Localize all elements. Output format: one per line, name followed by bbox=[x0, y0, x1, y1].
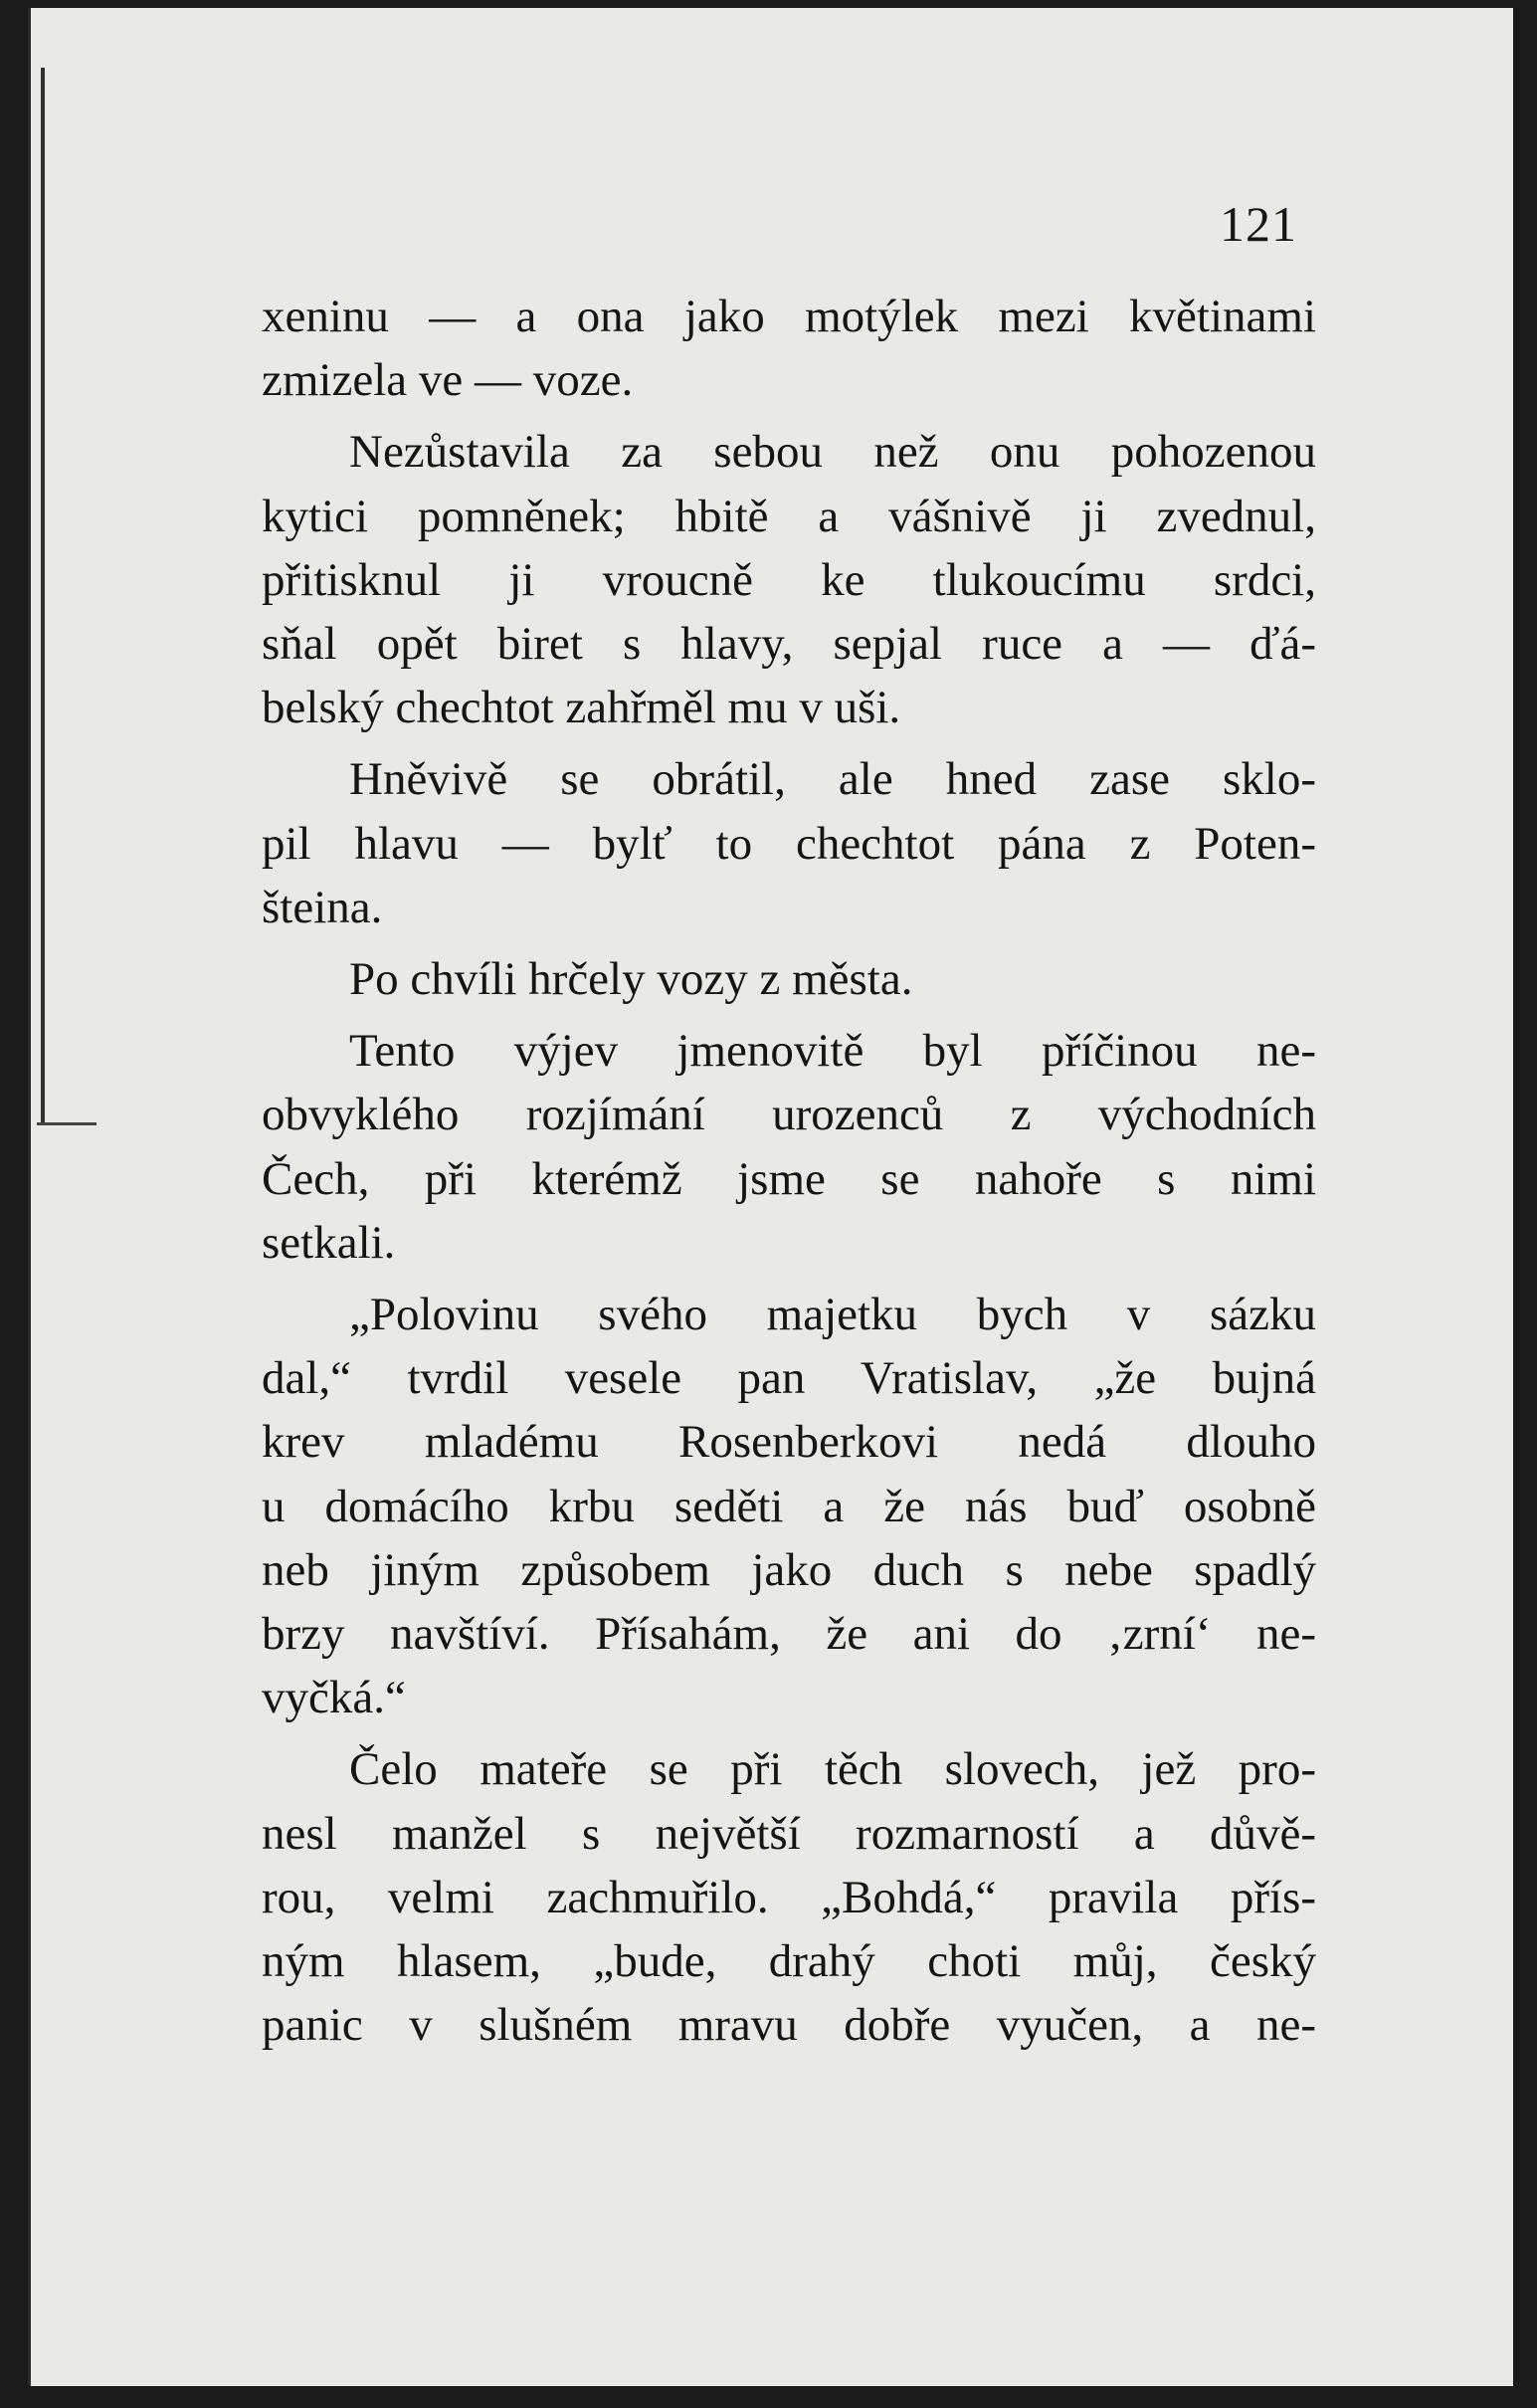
text-line: Nezůstavila za sebou než onu pohozenou bbox=[349, 426, 1316, 479]
book-page bbox=[28, 8, 1513, 2386]
text-line: panic v slušném mravu dobře vyučen, a ne- bbox=[262, 1999, 1316, 2052]
text-line: Hněvivě se obrátil, ale hned zase sklo- bbox=[349, 753, 1316, 806]
text-line: rou, velmi zachmuřilo. „Bohdá,“ pravila přís- bbox=[262, 1871, 1316, 1923]
text-line: šteina. bbox=[262, 881, 383, 933]
paragraph-gap bbox=[262, 412, 1316, 420]
paragraph-gap bbox=[262, 1275, 1316, 1283]
text-line: dal,“ tvrdil vesele pan Vratislav, „že bujná bbox=[262, 1352, 1316, 1405]
text-line: xeninu — a ona jako motýlek mezi květinami bbox=[262, 291, 1316, 342]
page-number: 121 bbox=[1220, 196, 1297, 252]
paragraph-gap bbox=[262, 1011, 1316, 1019]
text-line: pil hlavu — bylť to chechtot pána z Poten- bbox=[262, 817, 1316, 870]
text-line: zmizela ve — voze. bbox=[262, 354, 634, 407]
text-line: kytici pomněnek; hbitě a vášnivě ji zvednul, bbox=[262, 490, 1316, 542]
text-line: neb jiným způsobem jako duch s nebe spadlý bbox=[262, 1543, 1316, 1596]
text-line: krev mladému Rosenberkovi nedá dlouho bbox=[262, 1416, 1316, 1469]
page-text bbox=[262, 285, 1316, 2057]
text-line: Po chvíli hrčely vozy z města. bbox=[349, 953, 913, 1006]
text-line: obvyklého rozjímání urozenců z východních bbox=[262, 1089, 1316, 1141]
binding-edge bbox=[41, 68, 45, 1122]
paragraph-gap bbox=[262, 1729, 1316, 1737]
paragraph-gap bbox=[262, 939, 1316, 947]
text-line: nesl manžel s největší rozmarností a důvě- bbox=[262, 1807, 1316, 1860]
text-line: brzy navštíví. Přísahám, že ani do ‚zrní‘ ne- bbox=[262, 1608, 1316, 1661]
text-line: přitisknul ji vroucně ke tlukoucímu srdci, bbox=[262, 553, 1316, 606]
paragraph-gap bbox=[262, 739, 1316, 747]
text-line: ným hlasem, „bude, drahý choti můj, český bbox=[262, 1935, 1316, 1988]
text-line: „Polovinu svého majetku bych v sázku bbox=[349, 1289, 1316, 1341]
text-line: u domácího krbu seděti a že nás buď osobně bbox=[262, 1480, 1316, 1532]
text-line: Čelo mateře se při těch slovech, jež pro- bbox=[349, 1743, 1316, 1796]
text-line: setkali. bbox=[262, 1216, 396, 1269]
text-line: belský chechtot zahřměl mu v uši. bbox=[262, 682, 901, 734]
text-line: sňal opět biret s hlavy, sepjal ruce a — ďá- bbox=[262, 618, 1316, 671]
margin-mark bbox=[37, 1122, 96, 1125]
text-line: vyčká.“ bbox=[262, 1672, 406, 1724]
text-line: Tento výjev jmenovitě byl příčinou ne- bbox=[349, 1025, 1316, 1078]
text-line: Čech, při kterémž jsme se nahoře s nimi bbox=[262, 1152, 1316, 1205]
